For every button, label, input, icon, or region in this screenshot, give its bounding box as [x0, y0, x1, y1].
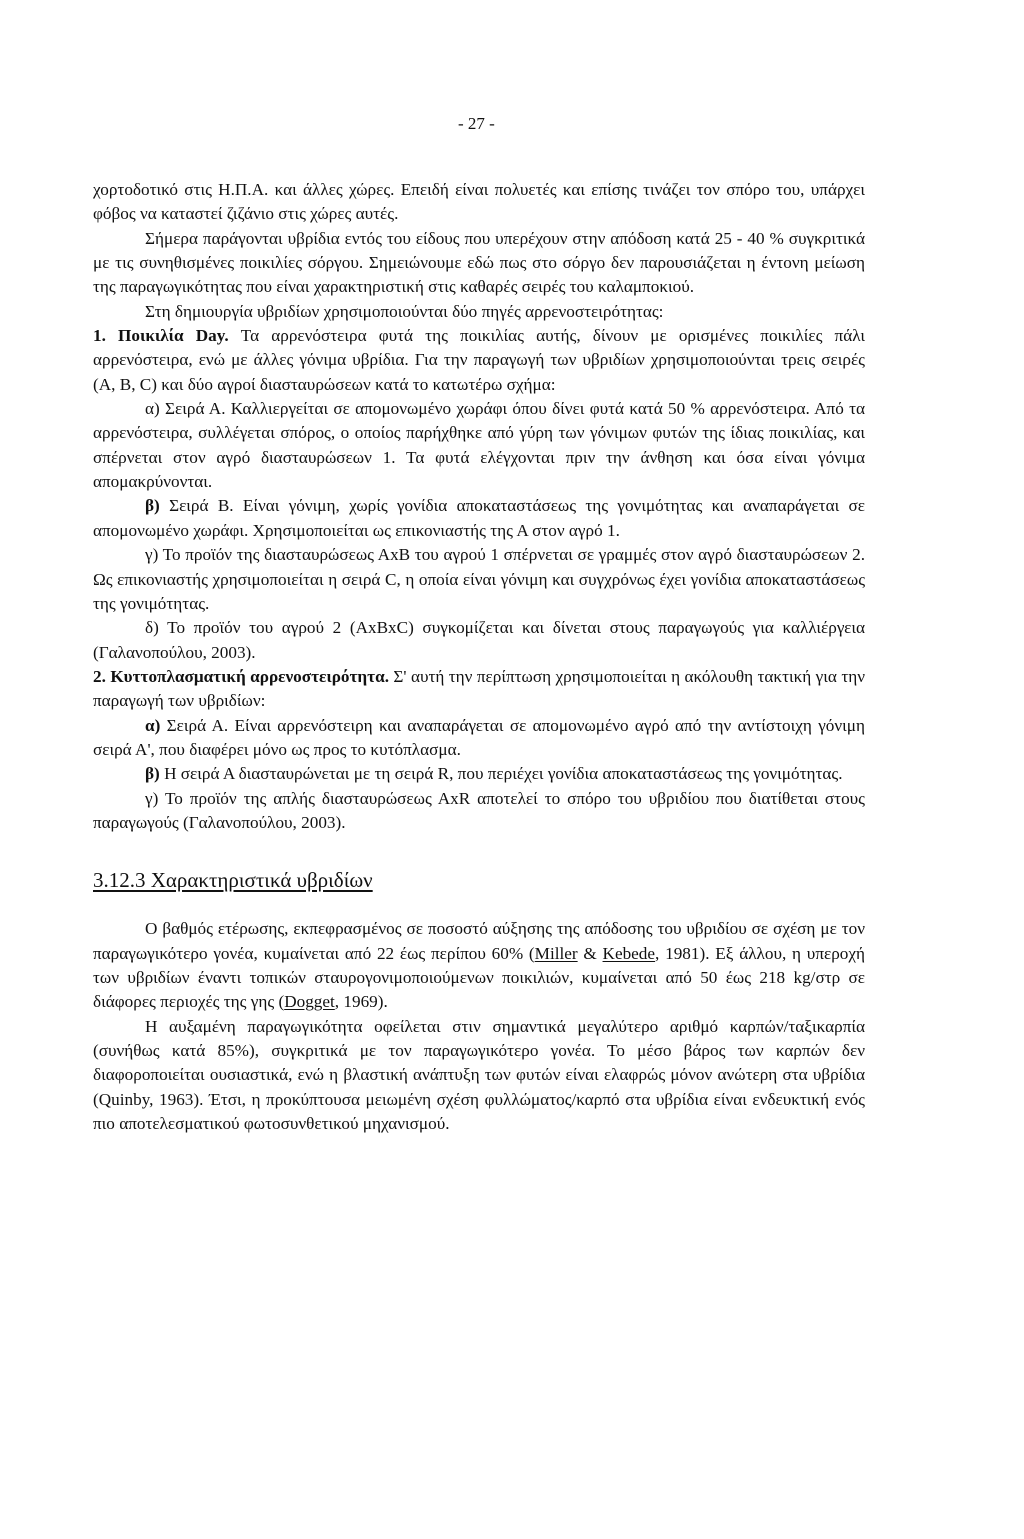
list-label: α) — [145, 399, 160, 419]
paragraph-text: , 1981). Εξ άλλου, η υπεροχή των υβριδίων έναντι τοπικών σταυρογονιμοποιούμενων ποικιλιών, κυμαίνεται από 50 έως 218 kg/στρ σε διάφορες περιοχές της γης ( — [93, 943, 866, 1012]
paragraph-text: Η σειρά Α διασταυρώνεται με τη σειρά R, που περιέχει γονίδια αποκαταστάσεως της γονιμότητας. — [159, 764, 843, 784]
list-label: 1. Ποικιλία Day. — [93, 326, 229, 346]
section-title: 3.12.3 Χαρακτηριστικά υβριδίων — [93, 868, 373, 893]
paragraph-text: Τα αρρενόστειρα φυτά της ποικιλίας αυτής, δίνουν με ορισμένες ποικιλίες πάλι αρρενόστειρα, ενώ με άλλες γόνιμα υβρίδια. Για την παραγωγή των υβριδίων χρησιμοποιούνται τρεις σειρές (A, B, C) και δύο αγροί διασταυρώσεων κατά το κατωτέρω σχήμα: — [93, 326, 865, 394]
page-number: - 27 - — [458, 114, 495, 133]
document-body — [93, 178, 865, 1136]
paragraph: γ) Το προϊόν της απλής διασταυρώσεως ΑxR αποτελεί το σπόρο του υβριδίου που διατίθεται στους παραγωγούς (Γαλανοπούλου, 2003). — [93, 788, 865, 832]
paragraph-text: & — [577, 943, 603, 963]
paragraph: δ) Το προϊόν του αγρού 2 (ΑxΒxC) συγκομίζεται και δίνεται στους παραγωγούς για καλλιέργεια (Γαλανοπούλου, 2003). — [93, 618, 865, 662]
paragraph-text: Σ' αυτή την περίπτωση χρησιμοποιείται η ακόλουθη τακτική για την παραγωγή των υβριδίων: — [93, 666, 865, 711]
paragraph: Η αυξαμένη παραγωγικότητα οφείλεται στιν σημαντικά μεγαλύτερο αριθμό καρπών/ταξικαρπία (συνήθως κατά 85%), συγκριτικά με τον παραγωγικότερο γονέα. Το μέσο βάρος των καρπών δεν διαφοροποιείται ουσιαστικά, ενώ η βλαστική ανάπτυξη των φυτών είναι ελαφρώς μόνον ανώτερη στα υβρίδια (Quinby, 1963). Έτσι, η προκύπτουσα μειωμένη σχέση φυλλώματος/καρπό στα υβρίδια είναι ενδευκτική ενός πιο αποτελεσματικού φωτοσυνθετικού μηχανισμού. — [93, 1016, 865, 1134]
author-name: Dogget — [284, 992, 335, 1012]
paragraph: γ) Το προϊόν της διασταυρώσεως ΑxΒ του αγρού 1 σπέρνεται σε γραμμές στον αγρό διασταυρώσεων 2. Ως επικονιαστής χρησιμοποιείται η σειρά C, η οποία είναι γόνιμη και συγχρόνως έχει γονίδια αποκαταστάσεως της γονιμότητας. — [93, 545, 865, 613]
author-name: Kebede — [602, 943, 656, 963]
paragraph — [93, 665, 865, 714]
list-label: β) — [145, 764, 160, 784]
paragraph-text: Σειρά Α. Είναι αρρενόστειρη και αναπαράγεται σε απομονωμένο αγρό από την αντίστοιχη γόνιμη σειρά Α', που διαφέρει μόνο ως προς το κυτόπλασμα. — [93, 715, 865, 759]
paragraph — [93, 494, 865, 543]
paragraph — [93, 762, 865, 786]
paragraph: χορτοδοτικό στις Η.Π.Α. και άλλες χώρες. Επειδή είναι πολυετές και επίσης τινάζει τον σπόρο του, υπάρχει φόβος να καταστεί ζιζάνιο στις χώρες αυτές. — [93, 180, 865, 224]
list-label: α) — [145, 715, 161, 735]
author-name: Miller — [534, 943, 578, 963]
list-label: 2. Κυττοπλασματική αρρενοστειρότητα. — [93, 666, 389, 686]
paragraph — [93, 324, 865, 397]
paragraph-text: , 1969). — [334, 992, 388, 1012]
paragraph — [93, 397, 865, 494]
paragraph-text: Σειρά Β. Είναι γόνιμη, χωρίς γονίδια αποκαταστάσεως της γονιμότητας και αναπαράγεται σε απομονωμένο χωράφι. Χρησιμοποιείται ως επικονιαστής της Α στον αγρό 1. — [93, 496, 865, 540]
paragraph: Στη δημιουργία υβριδίων χρησιμοποιούνται δύο πηγές αρρενοστειρότητας: — [145, 301, 664, 321]
paragraph — [93, 714, 865, 763]
paragraph — [93, 917, 865, 1014]
list-label: β) — [145, 496, 160, 516]
paragraph-text: Ο βαθμός ετέρωσης, εκπεφρασμένος σε ποσοστό αύξησης της απόδοσης του υβριδίου σε σχέση με τον παραγωγικότερο γονέα, κυμαίνεται από 22 έως περίπου 60% ( — [93, 919, 865, 963]
paragraph: Σήμερα παράγονται υβρίδια εντός του είδους που υπερέχουν στην απόδοση κατά 25 - 40 % συγκριτικά με τις συνηθισμένες ποικιλίες σόργου. Σημειώνουμε εδώ πως στο σόργο δεν παρουσιάζεται η έντονη μείωση της παραγωγικότητας που είναι χαρακτηριστική στις καθαρές σειρές του καλαμποκιού. — [93, 228, 865, 297]
paragraph-text: Σειρά Α. Καλλιεργείται σε απομονωμένο χωράφι όπου δίνει φυτά κατά 50 % αρρενόστειρα. Από τα αρρενόστειρα, συλλέγεται σπόρος, ο οποίος παρήχθηκε από γύρη των γόνιμων φυτών της ίδιας ποικιλίας, και σπέρνεται στον αγρό διασταυρώσεων 1. Τα φυτά ελέγχονται πριν την άνθηση και όσα είναι γόνιμα απομακρύνονται. — [93, 399, 865, 492]
